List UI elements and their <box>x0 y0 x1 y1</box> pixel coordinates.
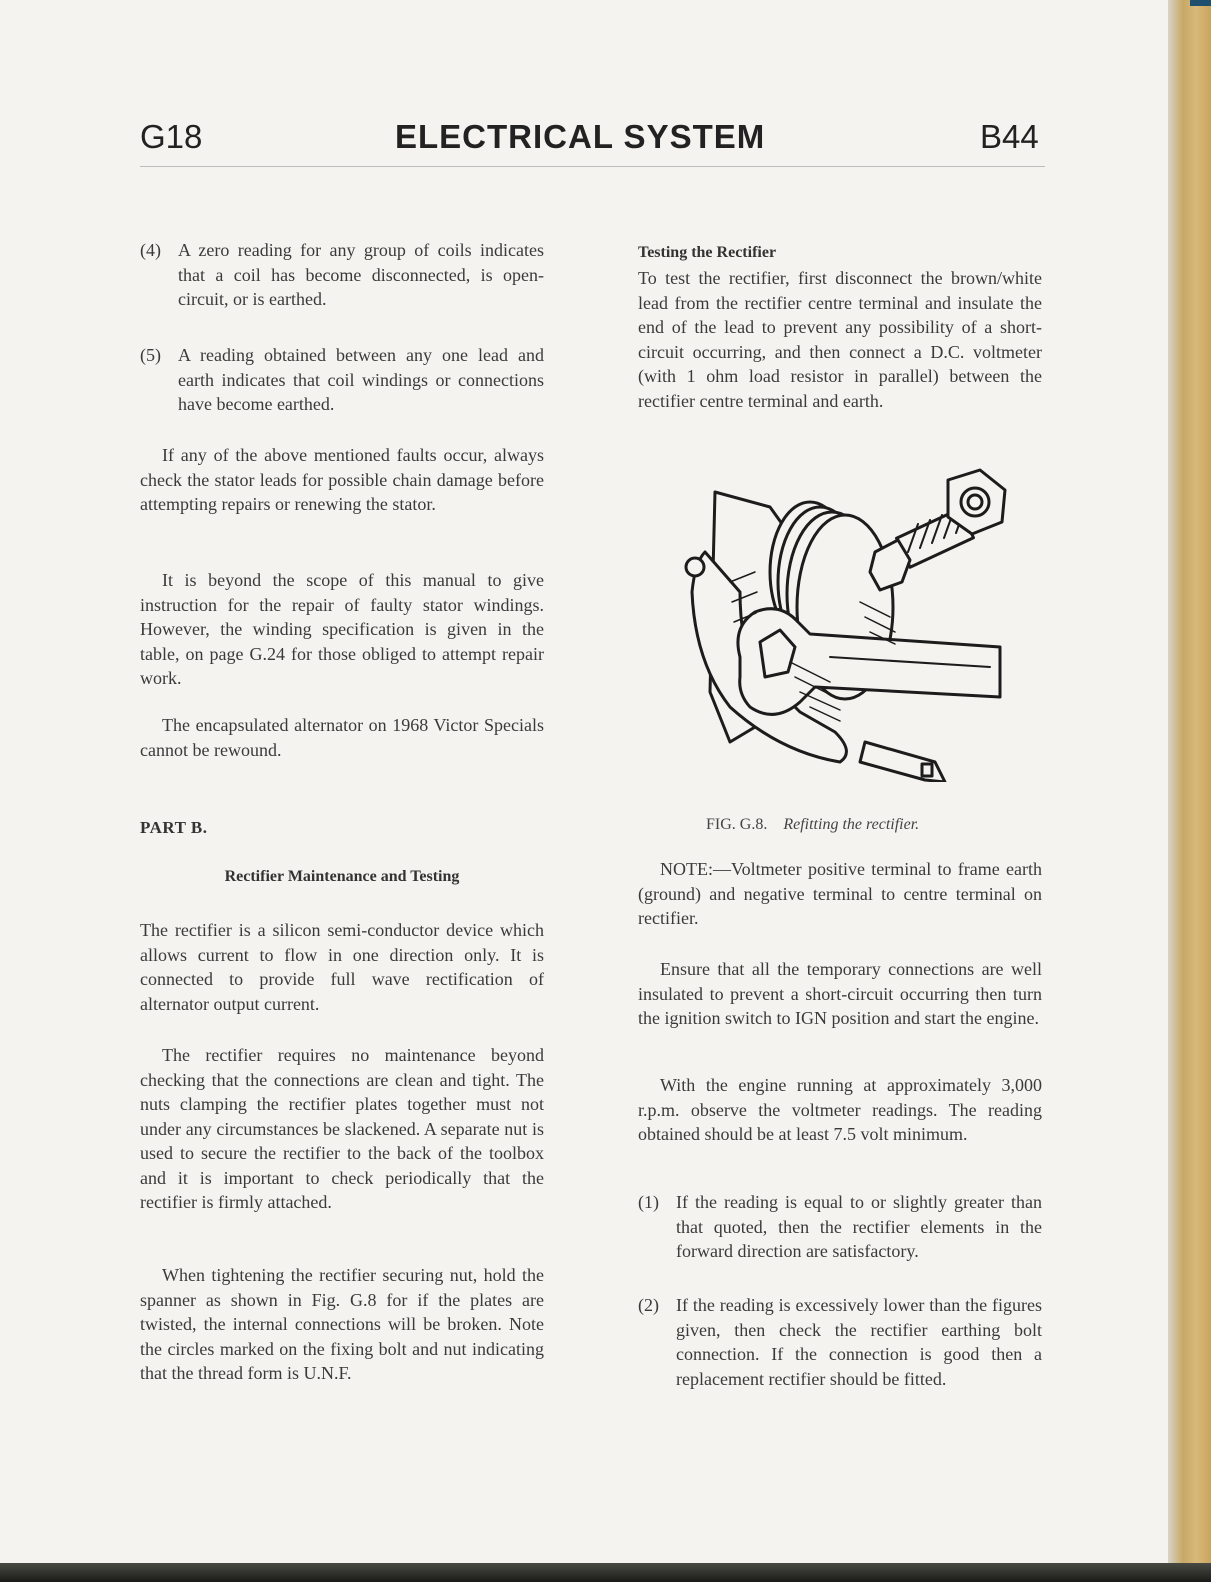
section-subheading: Rectifier Maintenance and Testing <box>224 868 460 885</box>
section-code: G18 <box>140 118 203 155</box>
book-spine <box>1168 0 1211 1582</box>
list-item-number: (4) <box>140 240 161 260</box>
list-item-number: (2) <box>638 1295 659 1315</box>
list-item-number: (5) <box>140 345 161 365</box>
page-title: ELECTRICAL SYSTEM <box>395 118 766 155</box>
paragraph-engine-running: With the engine running at approximately 3,000 r.p.m. observe the voltmeter readings. The reading obtained should be at least 7.5 volt minimum. <box>638 1075 1042 1144</box>
paragraph-connections: Ensure that all the temporary connections are well insulated to prevent a short-circuit occurring then turn the ignition switch to IGN position and start the engine. <box>638 959 1042 1028</box>
list-item-number: (1) <box>638 1192 659 1212</box>
header-rule <box>140 166 1045 167</box>
note-paragraph <box>638 857 1042 931</box>
scan-bottom-edge <box>0 1563 1211 1582</box>
model-code: B44 <box>980 118 1039 155</box>
note-label: NOTE: <box>660 859 713 879</box>
paragraph-maintenance: The rectifier requires no maintenance beyond checking that the connections are clean and tight. The nuts clamping the rectifier plates together must not under any circumstances be slackened. A separate nut is used to secure the rectifier to the back of the toolbox and it is important to check periodically that the rectifier is firmly attached. <box>140 1045 544 1212</box>
list-item-text: A zero reading for any group of coils indicates that a coil has become disconnected, is open-circuit, or is earthed. <box>178 240 544 309</box>
spine-marker <box>1190 0 1211 6</box>
list-item-text: A reading obtained between any one lead and earth indicates that coil windings or connections have become earthed. <box>178 345 544 414</box>
note-text: —Voltmeter positive terminal to frame earth (ground) and negative terminal to centre terminal on rectifier. <box>638 859 1042 928</box>
figure-caption-text: Refitting the rectifier. <box>783 816 920 833</box>
paragraph-rectifier-intro: The rectifier is a silicon semi-conductor device which allows current to flow in one direction only. It is connected to provide full wave rectification of alternator output current. <box>140 920 544 1014</box>
figure-label: FIG. G.8. <box>706 816 768 833</box>
paragraph-faults: If any of the above mentioned faults occur, always check the stator leads for possible chain damage before attempting repairs or renewing the stator. <box>140 445 544 514</box>
paragraph-scope: It is beyond the scope of this manual to give instruction for the repair of faulty stator windings. However, the winding specification is given in the table, on page G.24 for those obliged to attempt repair work. <box>140 570 544 688</box>
part-heading: PART B. <box>140 818 208 837</box>
rectifier-illustration <box>670 462 1020 782</box>
paragraph-tightening: When tightening the rectifier securing nut, hold the spanner as shown in Fig. G.8 for if the plates are twisted, the internal connections will be broken. Note the circles marked on the fixing bolt and nut indicating that the thread form is U.N.F. <box>140 1265 544 1383</box>
figure-caption <box>706 816 919 834</box>
list-item-text: If the reading is excessively lower than the figures given, then check the rectifier earthing bolt connection. If the connection is good then a replacement rectifier should be fitted. <box>676 1295 1042 1389</box>
testing-heading: Testing the Rectifier <box>638 244 777 261</box>
list-item-text: If the reading is equal to or slightly greater than that quoted, then the rectifier elements in the forward direction are satisfactory. <box>676 1192 1042 1261</box>
paragraph-encapsulated: The encapsulated alternator on 1968 Victor Specials cannot be rewound. <box>140 715 544 760</box>
paragraph-testing: To test the rectifier, first disconnect the brown/white lead from the rectifier centre terminal and insulate the end of the lead to prevent any possibility of a short-circuit occurring, and then connect a D.C. voltmeter (with 1 ohm load resistor in parallel) between the rectifier centre terminal and earth. <box>638 268 1042 411</box>
